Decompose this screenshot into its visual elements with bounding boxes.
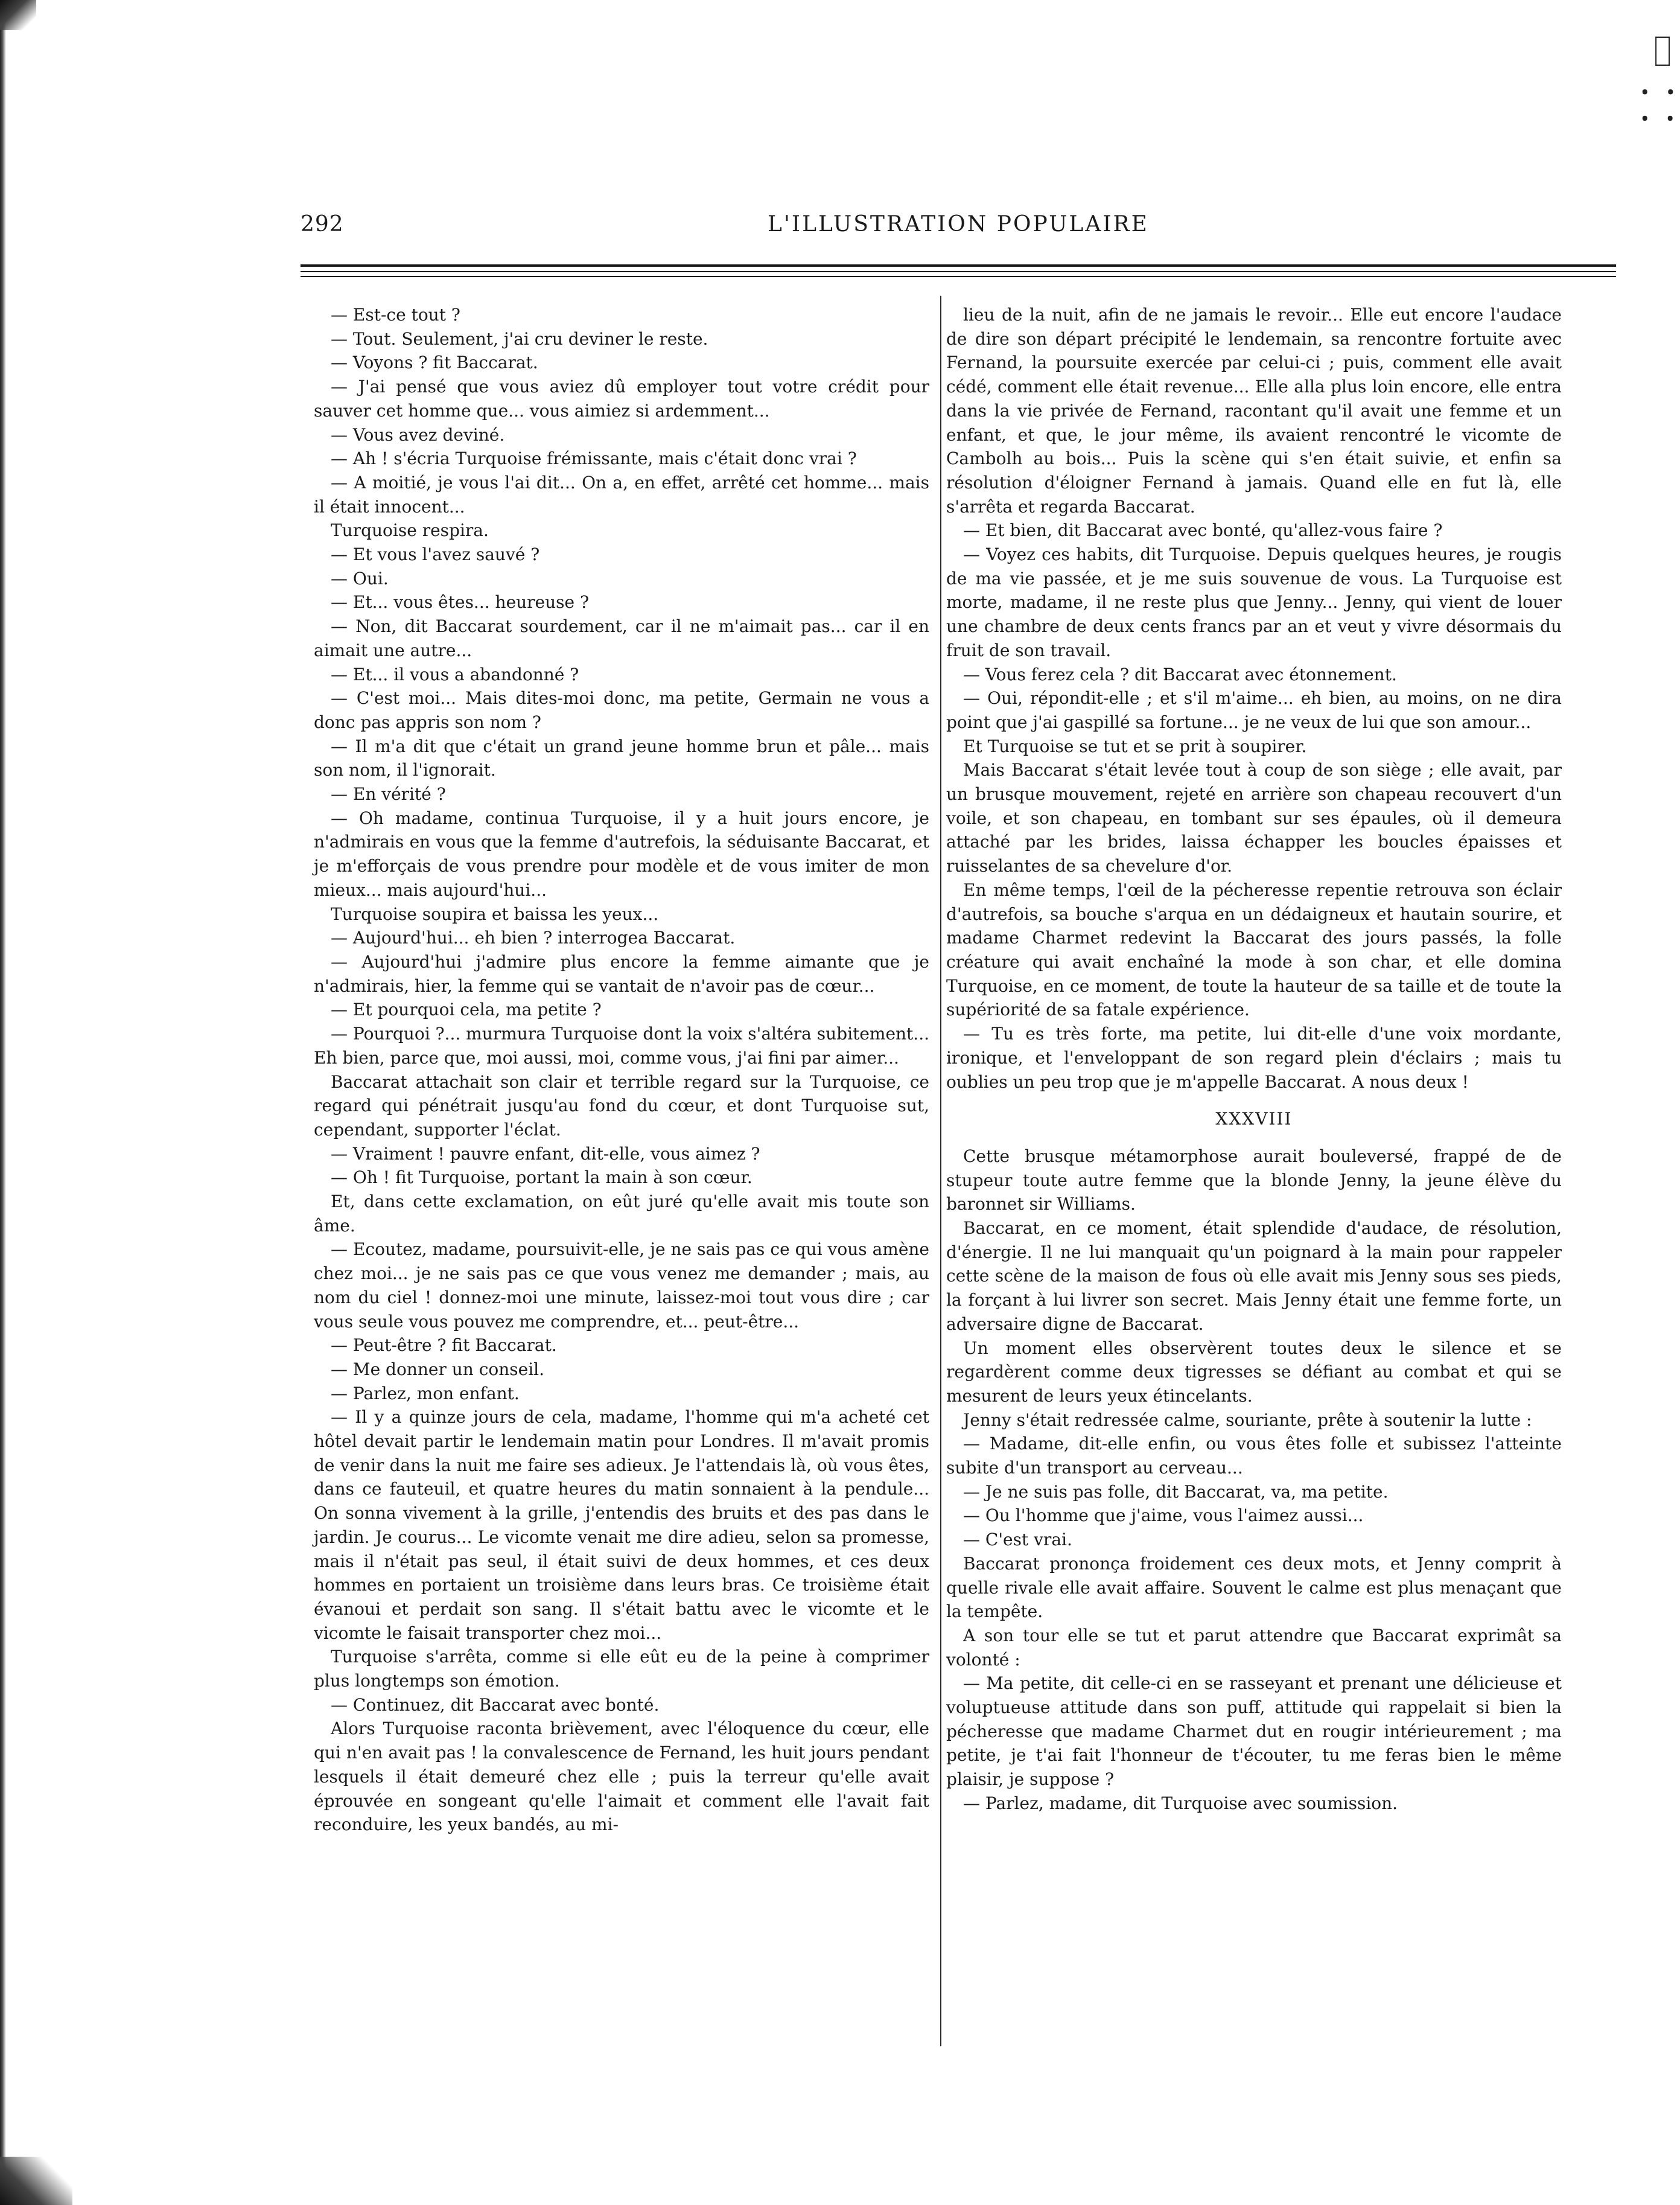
paragraph: Et Turquoise se tut et se prit à soupirer.: [963, 736, 1307, 756]
paragraph: — Pourquoi ?... murmura Turquoise dont la voix s'altéra subitement... Eh bien, parce que, moi aussi, moi, comme vous, j'ai fini par aimer...: [314, 1024, 929, 1068]
paragraph: — Parlez, madame, dit Turquoise avec soumission.: [963, 1793, 1398, 1813]
paragraph: Cette brusque métamorphose aurait bouleversé, frappé de de stupeur toute autre femme que la blonde Jenny, la jeune élève du baronnet sir Williams.: [946, 1146, 1562, 1214]
paragraph: — Ecoutez, madame, poursuivit-elle, je ne sais pas ce qui vous amène chez moi... je ne sais pas ce que vous venez me demander ; mais, au nom du ciel ! donnez-moi une minute, laissez-moi tout vous dire ; car vous seule vous pouvez me comprendre, et... peut-être...: [314, 1239, 929, 1332]
paragraph: — Je ne suis pas folle, dit Baccarat, va, ma petite.: [963, 1481, 1389, 1502]
paragraph: — A moitié, je vous l'ai dit... On a, en effet, arrêté cet homme... mais il était innocent...: [314, 472, 929, 517]
paragraph: — Et vous l'avez sauvé ?: [331, 544, 540, 565]
paragraph: Baccarat, en ce moment, était splendide d'audace, de résolution, d'énergie. Il ne lui manquait qu'un poignard à la main pour rappeler cette scène de la maison de fous où elle avait mis Jenny sous ses pieds, la forçant à lui livrer son secret. Mais Jenny était une femme forte, un adversaire digne de Baccarat.: [946, 1218, 1562, 1334]
paragraph: — Vraiment ! pauvre enfant, dit-elle, vous aimez ?: [331, 1143, 760, 1164]
paragraph: A son tour elle se tut et parut attendre que Baccarat exprimât sa volonté :: [946, 1625, 1562, 1670]
scan-corner-top-left: [0, 0, 36, 30]
paragraph: — Ma petite, dit celle-ci en se rasseyant et prenant une délicieuse et voluptueuse attitude dans son puff, attitude qui rappelait si bien la pécheresse que madame Charmet dut en rougir intérieurement ; ma petite, je t'ai fait l'honneur de t'écouter, tu me feras bien le même plaisir, je suppose ?: [946, 1673, 1562, 1790]
running-title: L'ILLUSTRATION POPULAIRE: [768, 212, 1149, 237]
paragraph: — Et... il vous a abandonné ?: [331, 664, 579, 684]
right-column: [946, 303, 1562, 1816]
paragraph: — Est-ce tout ?: [331, 305, 460, 325]
paragraph: — Parlez, mon enfant.: [331, 1383, 520, 1403]
left-column: [314, 303, 929, 1837]
paragraph: lieu de la nuit, afin de ne jamais le revoir... Elle eut encore l'audace de dire son départ précipité le lendemain, sa rencontre fortuite avec Fernand, la poursuite exercée par celui-ci ; puis, comment elle avait cédé, comment elle était revenue... Elle alla plus loin encore, elle entra dans la vie privée de Fernand, racontant qu'il avait une femme et un enfant, et que, le jour même, ils avaient rencontré le vicomte de Cambolh au bois... Puis la scène qui s'en était suivie, et enfin sa résolution d'éloigner Fernand à jamais. Quand elle en fut là, elle s'arrêta et regarda Baccarat.: [946, 305, 1562, 517]
paragraph: — Continuez, dit Baccarat avec bonté.: [331, 1694, 660, 1715]
paragraph: — Madame, dit-elle enfin, ou vous êtes folle et subissez l'atteinte subite d'un transport au cerveau...: [946, 1434, 1562, 1478]
paragraph: — Peut-être ? fit Baccarat.: [331, 1335, 557, 1356]
paragraph: — Me donner un conseil.: [331, 1359, 545, 1379]
paragraph: — En vérité ?: [331, 784, 446, 805]
header-rule-thin: [301, 271, 1616, 272]
paragraph: — Vous ferez cela ? dit Baccarat avec étonnement.: [963, 664, 1397, 684]
paragraph: — Voyez ces habits, dit Turquoise. Depuis quelques heures, je rougis de ma vie passée, et je me suis souvenue de vous. La Turquoise est morte, madame, il ne reste plus que Jenny... Jenny, qui vient de louer une chambre de deux cents francs par an et veut y vivre désormais du fruit de son travail.: [946, 544, 1562, 660]
page-number: 292: [301, 212, 344, 237]
paragraph: — Et... vous êtes... heureuse ?: [331, 592, 590, 613]
paragraph: — Tout. Seulement, j'ai cru deviner le reste.: [331, 328, 708, 349]
paragraph: Un moment elles observèrent toutes deux le silence et se regardèrent comme deux tigresses se défiant au combat et qui se mesurent de leurs yeux étincelants.: [946, 1338, 1562, 1406]
scan-corner-bottom-left: [0, 2157, 72, 2205]
paragraph: Turquoise respira.: [331, 520, 489, 541]
paragraph: — Il m'a dit que c'était un grand jeune homme brun et pâle... mais son nom, il l'ignorait.: [314, 736, 929, 780]
paragraph: — Et bien, dit Baccarat avec bonté, qu'allez-vous faire ?: [963, 520, 1443, 541]
header-rule-thin-lower: [301, 276, 1616, 277]
scan-edge-marks: ⌷ ⸬: [1640, 27, 1675, 130]
page-header: [301, 208, 1616, 250]
paragraph: — J'ai pensé que vous aviez dû employer tout votre crédit pour sauver cet homme que... vous aimiez si ardemment...: [314, 377, 929, 421]
header-rule-thick: [301, 264, 1616, 267]
paragraph: — Aujourd'hui j'admire plus encore la femme aimante que je n'admirais, hier, la femme qui se vantait de n'avoir pas de cœur...: [314, 951, 929, 996]
paragraph: — Ou l'homme que j'aime, vous l'aimez aussi...: [963, 1505, 1364, 1526]
column-divider: [940, 296, 941, 2046]
paragraph: Et, dans cette exclamation, on eût juré qu'elle avait mis toute son âme.: [314, 1192, 929, 1236]
paragraph: — C'est moi... Mais dites-moi donc, ma petite, Germain ne vous a donc pas appris son nom ?: [314, 688, 929, 732]
right-column-part-b: [946, 1144, 1562, 1816]
paragraph: — Voyons ? fit Baccarat.: [331, 353, 538, 373]
scan-edge-shadow: [0, 0, 6, 2205]
paragraph: Baccarat prononça froidement ces deux mots, et Jenny comprit à quelle rivale elle avait affaire. Souvent le calme est plus menaçant que la tempête.: [946, 1553, 1562, 1622]
paragraph: — C'est vrai.: [963, 1530, 1072, 1550]
paragraph: — Il y a quinze jours de cela, madame, l'homme qui m'a acheté cet hôtel devait partir le lendemain matin pour Londres. Il m'avait promis de venir dans la nuit me faire ses adieux. Je l'attendais là, où vous êtes, dans ce fauteuil, et quatre heures du matin sonnaient à la pendule... On sonna vivement à la grille, j'entendis des bruits et des pas dans le jardin. Je courus... Le vicomte venait me dire adieu, selon sa promesse, mais il n'était pas seul, il était suivi de deux hommes, et ces deux hommes en portaient un troisième dans leurs bras. Ce troisième était évanoui et perdait son sang. Il s'était battu avec le vicomte et le vicomte le faisait transporter chez moi...: [314, 1407, 929, 1643]
paragraph: — Et pourquoi cela, ma petite ?: [331, 1000, 602, 1020]
paragraph: — Vous avez deviné.: [331, 424, 505, 445]
paragraph: — Ah ! s'écria Turquoise frémissante, mais c'était donc vrai ?: [331, 448, 857, 469]
right-column-part-a: [946, 303, 1562, 1094]
paragraph: Mais Baccarat s'était levée tout à coup de son siège ; elle avait, par un brusque mouvement, rejeté en arrière son chapeau recouvert d'un voile, et son chapeau, en tombant sur ses épaules, où il demeura attaché par les brides, laissa échapper les boucles épaisses et ruisselantes de sa chevelure d'or.: [946, 760, 1562, 876]
paragraph: — Oh madame, continua Turquoise, il y a huit jours encore, je n'admirais en vous que la femme d'autrefois, la séduisante Baccarat, et je m'efforçais de vous prendre pour modèle et de vous imiter de mon mieux... mais aujourd'hui...: [314, 808, 929, 900]
paragraph: — Tu es très forte, ma petite, lui dit-elle d'une voix mordante, ironique, et l'enveloppant de son regard plein d'éclairs ; mais tu oublies un peu trop que je m'appelle Baccarat. A nous deux !: [946, 1024, 1562, 1092]
paragraph: Jenny s'était redressée calme, souriante, prête à soutenir la lutte :: [963, 1409, 1532, 1430]
paragraph: Turquoise soupira et baissa les yeux...: [331, 904, 659, 924]
paragraph: En même temps, l'œil de la pécheresse repentie retrouva son éclair d'autrefois, sa bouche s'arqua en un dédaigneux et hautain sourire, et madame Charmet redevint la Baccarat des jours passés, la folle créature qui avait enchaîné la mode à son char, et elle domina Turquoise, en ce moment, de toute la hauteur de sa taille et de toute la supériorité de sa fatale expérience.: [946, 879, 1562, 1020]
paragraph: — Oh ! fit Turquoise, portant la main à son cœur.: [331, 1167, 752, 1188]
paragraph: Baccarat attachait son clair et terrible regard sur la Turquoise, ce regard qui pénétrait jusqu'au fond du cœur, et dont Turquoise sut, cependant, supporter l'éclat.: [314, 1071, 929, 1140]
paragraph: — Aujourd'hui... eh bien ? interrogea Baccarat.: [331, 928, 736, 948]
paragraph: Turquoise s'arrêta, comme si elle eût eu de la peine à comprimer plus longtemps son émotion.: [314, 1647, 929, 1691]
paragraph: — Non, dit Baccarat sourdement, car il ne m'aimait pas... car il en aimait une autre...: [314, 616, 929, 660]
paragraph: Alors Turquoise raconta brièvement, avec l'éloquence du cœur, elle qui n'en avait pas ! la convalescence de Fernand, les huit jours pendant lesquels il était demeuré chez elle ; puis la terreur qu'elle avait éprouvée en songeant qu'elle l'aimait et comment elle l'avait fait reconduire, les yeux bandés, au mi-: [314, 1718, 929, 1835]
paragraph: — Oui.: [331, 568, 389, 589]
section-heading: XXXVIII: [1215, 1109, 1293, 1129]
paragraph: — Oui, répondit-elle ; et s'il m'aime... eh bien, au moins, on ne dira point que j'ai gaspillé sa fortune... je ne veux de lui que son amour...: [946, 688, 1562, 732]
